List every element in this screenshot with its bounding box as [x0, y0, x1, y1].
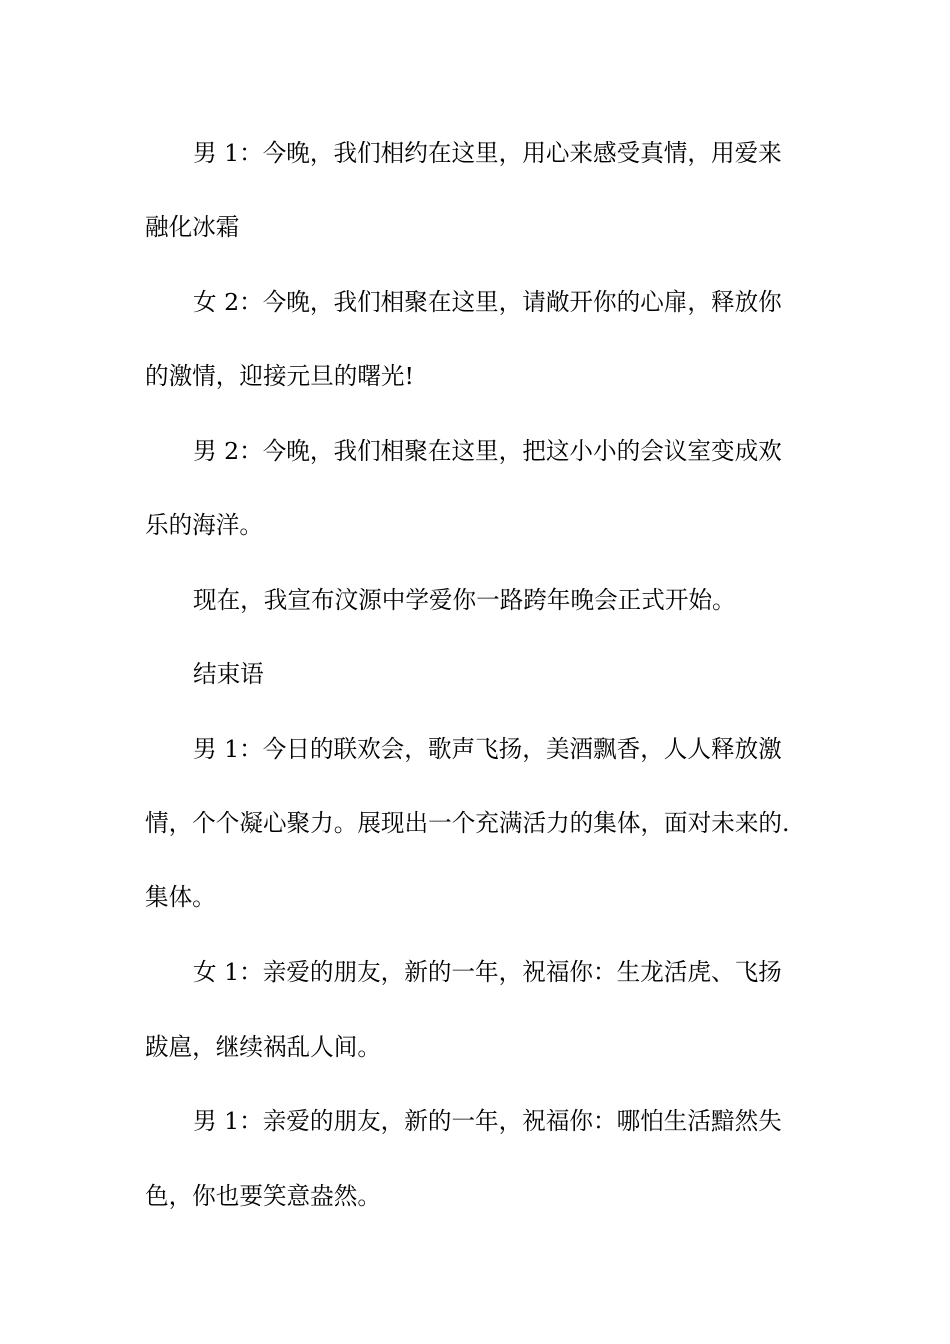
- paragraph-line: 色，你也要笑意盎然。: [145, 1182, 381, 1210]
- paragraph-line: 女 1：亲爱的朋友，新的一年，祝福你：生龙活虎、飞扬: [193, 958, 782, 986]
- paragraph-line: 女 2：今晚，我们相聚在这里，请敞开你的心扉，释放你: [193, 288, 782, 316]
- paragraph-line: 情，个个凝心聚力。展现出一个充满活力的集体，面对未来的.: [145, 809, 790, 837]
- paragraph-line: 男 1：今日的联欢会，歌声飞扬，美酒飘香，人人释放激: [193, 735, 782, 763]
- paragraph-line: 集体。: [145, 883, 216, 911]
- section-heading: 结束语: [193, 660, 264, 688]
- paragraph-line: 现在，我宣布汶源中学爱你一路跨年晚会正式开始。: [193, 586, 736, 614]
- paragraph-line: 跋扈，继续祸乱人间。: [145, 1033, 381, 1061]
- paragraph-line: 的激情，迎接元旦的曙光!: [145, 362, 415, 390]
- paragraph-line: 男 1：今晚，我们相约在这里，用心来感受真情，用爱来: [193, 139, 782, 167]
- paragraph-line: 男 2：今晚，我们相聚在这里，把这小小的会议室变成欢: [193, 437, 782, 465]
- paragraph-line: 男 1：亲爱的朋友，新的一年，祝福你：哪怕生活黯然失: [193, 1107, 782, 1135]
- paragraph-line: 融化冰霜: [145, 213, 240, 241]
- paragraph-line: 乐的海洋。: [145, 511, 263, 539]
